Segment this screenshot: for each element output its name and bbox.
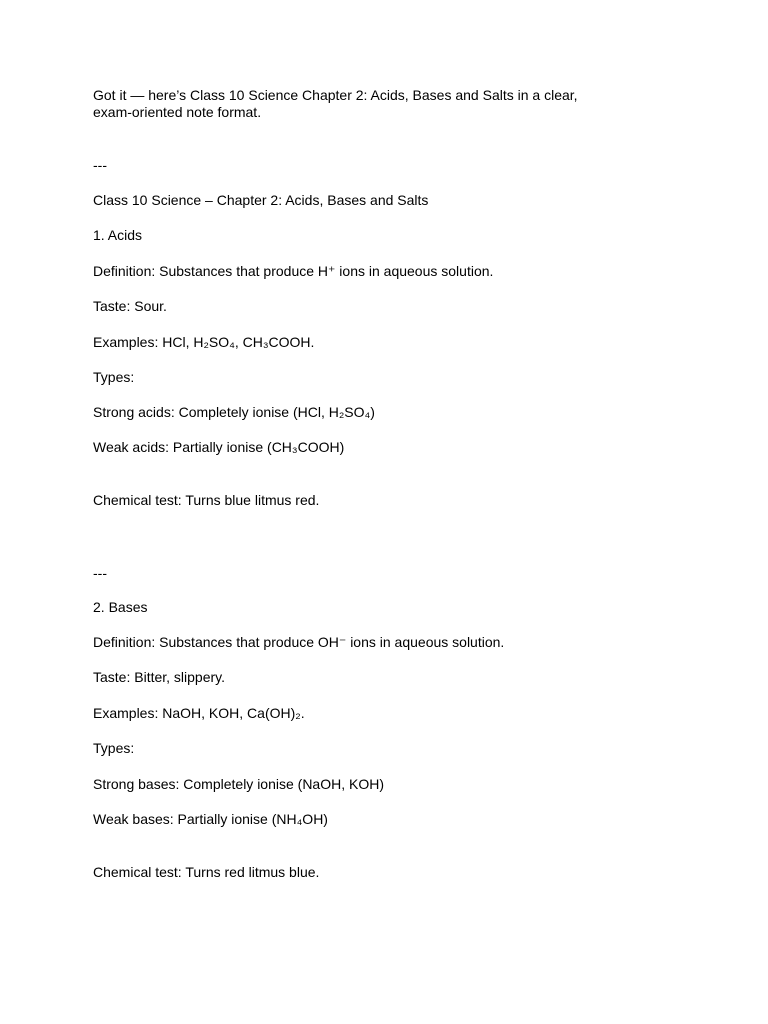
acids-definition: Definition: Substances that produce H⁺ ions in aqueous solution. — [93, 263, 494, 279]
bases-types-heading: Types: — [93, 740, 135, 756]
bases-definition: Definition: Substances that produce OH⁻ ions in aqueous solution. — [93, 634, 505, 650]
bases-examples: Examples: NaOH, KOH, Ca(OH)₂. — [93, 705, 305, 721]
bases-heading: 2. Bases — [93, 599, 148, 615]
bases-weak: Weak bases: Partially ionise (NH₄OH) — [93, 811, 328, 827]
bases-chemical-test: Chemical test: Turns red litmus blue. — [93, 864, 320, 880]
acids-chemical-test: Chemical test: Turns blue litmus red. — [93, 492, 320, 508]
bases-taste: Taste: Bitter, slippery. — [93, 669, 226, 685]
acids-strong: Strong acids: Completely ionise (HCl, H₂SO₄) — [93, 404, 375, 420]
acids-examples: Examples: HCl, H₂SO₄, CH₃COOH. — [93, 334, 315, 350]
separator: --- — [93, 565, 107, 581]
document-title: Class 10 Science – Chapter 2: Acids, Bases and Salts — [93, 192, 429, 208]
intro-paragraph: Got it — here’s Class 10 Science Chapter 2: Acids, Bases and Salts in a clear, exam-oriented note format. — [93, 87, 578, 120]
acids-types-heading: Types: — [93, 369, 135, 385]
separator: --- — [93, 157, 107, 173]
acids-weak: Weak acids: Partially ionise (CH₃COOH) — [93, 439, 345, 455]
acids-heading: 1. Acids — [93, 227, 143, 243]
bases-strong: Strong bases: Completely ionise (NaOH, KOH) — [93, 776, 384, 792]
acids-taste: Taste: Sour. — [93, 298, 167, 314]
